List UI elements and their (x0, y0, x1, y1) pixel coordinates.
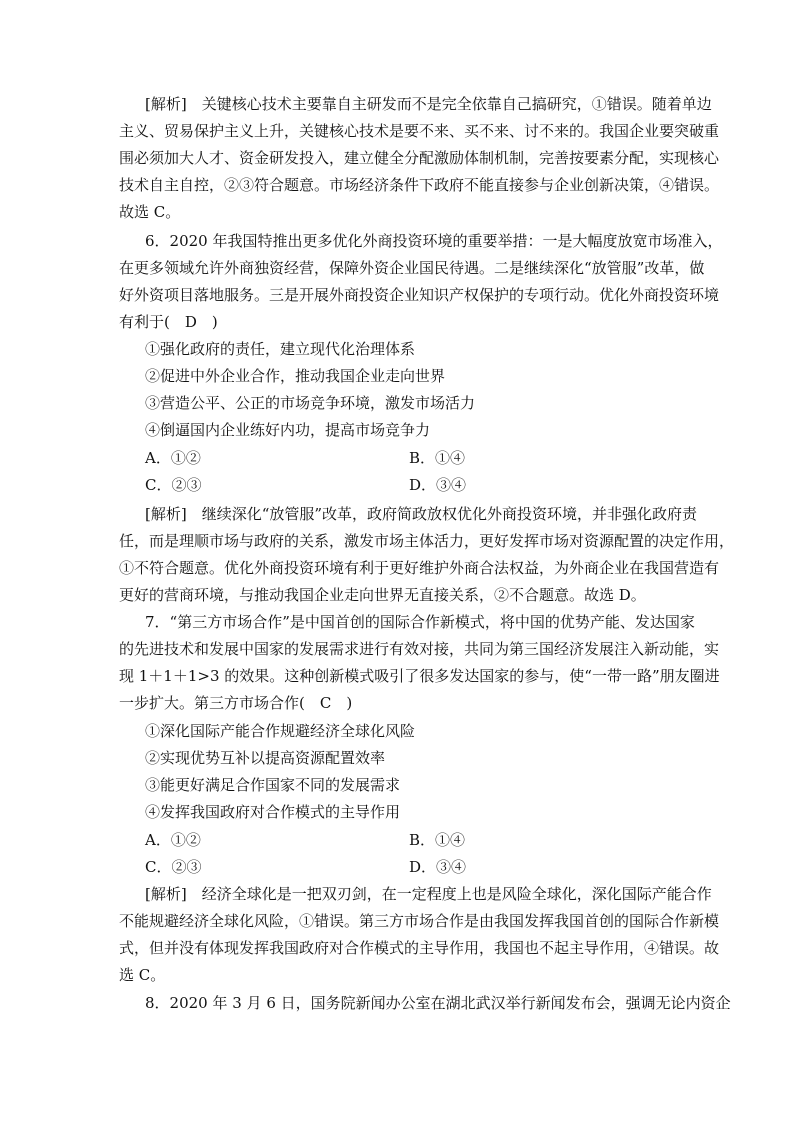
analysis-7-line-2: 不能规避经济全球化风险，①错误。第三方市场合作是由我国发挥我国首创的国际合作新模 (119, 912, 720, 930)
question-6-stem-end: 有利于( D ) (119, 313, 218, 331)
analysis-5-line-5: 故选 C。 (119, 203, 181, 221)
question-7-line-3: 现 1＋1＋1>3 的效果。这种创新模式吸引了很多发达国家的参与，使“一带一路”朋友圈进 (119, 667, 720, 685)
analysis-7-line-4: 选 C。 (119, 966, 166, 984)
question-7-statement-3: ③能更好满足合作国家不同的发展需求 (145, 776, 401, 794)
question-6-line-3: 好外资项目落地服务。三是开展外商投资企业知识产权保护的专项行动。优化外商投资环境 (119, 286, 720, 304)
question-6-statement-4: ④倒逼国内企业练好内功，提高市场竞争力 (145, 421, 431, 439)
analysis-5-line-3: 围必须加大人才、资金研发投入，建立健全分配激励体制机制，完善按要素分配，实现核心 (119, 149, 720, 167)
question-6-line-2: 在更多领域允许外商独资经营，保障外资企业国民待遇。二是继续深化“放管服”改革，做 (119, 259, 705, 277)
question-7-statement-4: ④发挥我国政府对合作模式的主导作用 (145, 803, 401, 821)
analysis-6-line-1: [解析] 继续深化“放管服”改革，政府简政放权优化外商投资环境，并非强化政府责 (145, 505, 698, 523)
question-6-statement-3: ③营造公平、公正的市场竞争环境，激发市场活力 (145, 394, 476, 412)
question-6-option-b: B．①④ (409, 449, 466, 467)
question-7-option-b: B．①④ (409, 831, 466, 849)
question-6-option-c: C．②③ (145, 476, 202, 494)
question-8-line-1: 8．2020 年 3 月 6 日，国务院新闻办公室在湖北武汉举行新闻发布会，强调无论内资企 (145, 994, 731, 1012)
analysis-6-line-3: ①不符合题意。优化外商投资环境有利于更好维护外商合法权益，为外商企业在我国营造有 (119, 559, 720, 577)
question-7-stem-end: 一步扩大。第三方市场合作( C ) (119, 694, 353, 712)
analysis-6-line-4: 更好的营商环境，与推动我国企业走向世界无直接关系，②不合题意。故选 D。 (119, 586, 646, 604)
question-7-option-c: C．②③ (145, 858, 202, 876)
question-6-statement-2: ②促进中外企业合作，推动我国企业走向世界 (145, 367, 446, 385)
analysis-5-line-4: 技术自主自控，②③符合题意。市场经济条件下政府不能直接参与企业创新决策，④错误。 (119, 176, 720, 194)
question-7-statement-1: ①深化国际产能合作规避经济全球化风险 (145, 722, 416, 740)
question-6-line-1: 6．2020 年我国特推出更多优化外商投资环境的重要举措：一是大幅度放宽市场准入， (145, 232, 723, 250)
question-6-statement-1: ①强化政府的责任，建立现代化治理体系 (145, 340, 416, 358)
analysis-5-line-1: [解析] 关键核心技术主要靠自主研发而不是完全依靠自己搞研究，①错误。随着单边 (145, 95, 712, 113)
question-6-option-d: D．③④ (409, 476, 467, 494)
analysis-6-line-2: 任，而是理顺市场与政府的关系，激发市场主体活力，更好发挥市场对资源配置的决定作用， (119, 532, 735, 550)
question-7-statement-2: ②实现优势互补以提高资源配置效率 (145, 749, 386, 767)
analysis-7-line-3: 式，但并没有体现发挥我国政府对合作模式的主导作用，我国也不起主导作用，④错误。故 (119, 939, 720, 957)
question-7-option-d: D．③④ (409, 858, 467, 876)
question-7-option-a: A．①② (145, 831, 201, 849)
question-6-option-a: A．①② (145, 449, 201, 467)
analysis-7-line-1: [解析] 经济全球化是一把双刃剑，在一定程度上也是风险全球化，深化国际产能合作 (145, 885, 712, 903)
question-7-line-1: 7．“第三方市场合作”是中国首创的国际合作新模式，将中国的优势产能、发达国家 (145, 613, 695, 631)
analysis-5-line-2: 主义、贸易保护主义上升，关键核心技术是要不来、买不来、讨不来的。我国企业要突破重 (119, 122, 720, 140)
question-7-line-2: 的先进技术和发展中国家的发展需求进行有效对接，共同为第三国经济发展注入新动能，实 (119, 640, 720, 658)
